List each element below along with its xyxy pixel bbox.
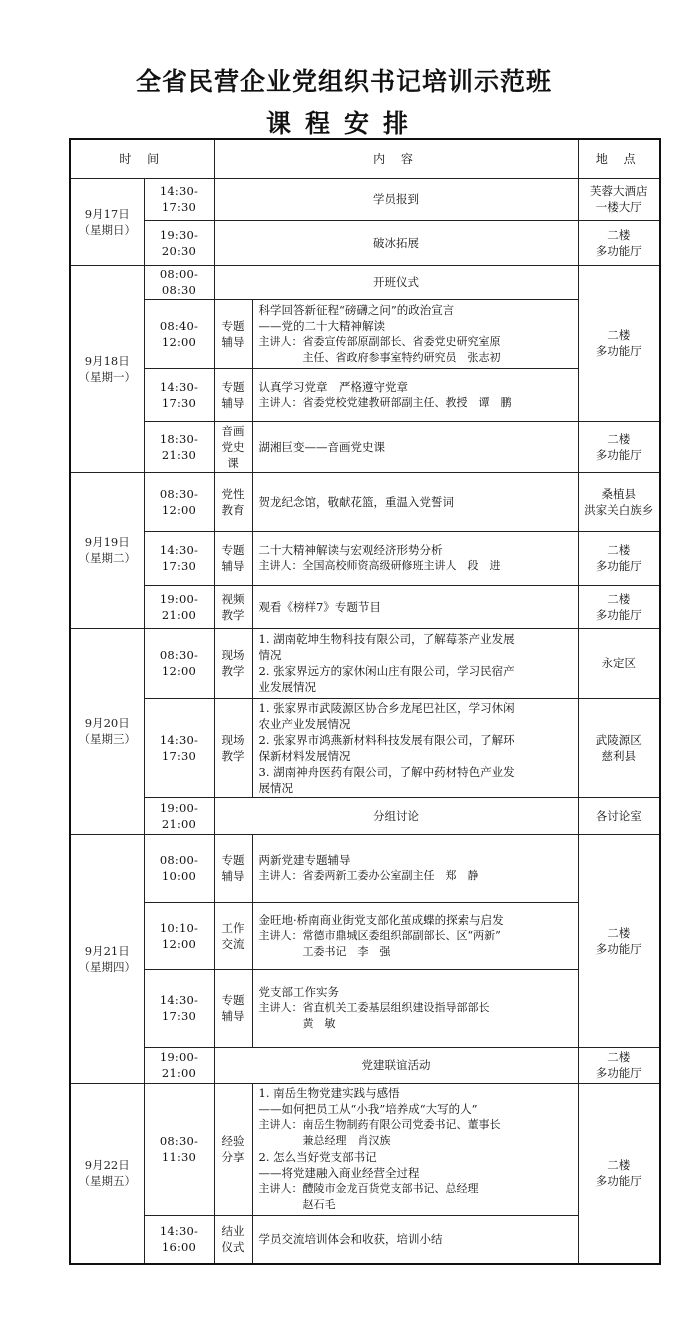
category-line: 仪式	[221, 1240, 245, 1255]
category-cell	[214, 969, 252, 1047]
category-cell	[214, 1083, 252, 1215]
time-cell: 08:00-08:30	[144, 265, 214, 299]
time-cell: 08:30-11:30	[144, 1083, 214, 1215]
category-line: 音画	[221, 423, 245, 438]
location-cell	[578, 585, 660, 628]
location-line: 慈利县	[601, 748, 637, 763]
content-cell: 观看《榜样7》专题节目	[252, 585, 578, 628]
content-cell	[252, 902, 578, 969]
location-line: 多功能厅	[595, 1066, 642, 1080]
content-cell	[252, 299, 578, 368]
content-cell: 党建联谊活动	[214, 1047, 578, 1083]
content-cell	[252, 698, 578, 797]
category-line: 经验	[221, 1134, 245, 1148]
location-line: 多功能厅	[595, 941, 642, 956]
weekday: （星期二）	[78, 551, 136, 565]
location-line: 桑植县	[601, 486, 637, 501]
table-row	[70, 531, 660, 585]
content-line: ——如何把员工从“小我”培养成“大写的人”	[258, 1102, 478, 1116]
location-line: 多功能厅	[595, 344, 642, 358]
header-content: 内 容	[214, 139, 578, 178]
speaker-line: 主讲人：省委党校党建教研部副主任、教授 谭 鹏	[258, 395, 512, 409]
speaker-line: 主讲人：省委两新工委办公室副主任 郑 静	[258, 869, 479, 882]
weekday: （星期四）	[78, 959, 136, 974]
content-cell: 破冰拓展	[214, 220, 578, 265]
category-cell	[214, 1215, 252, 1264]
category-cell	[214, 902, 252, 969]
category-cell	[214, 531, 252, 585]
content-line: 3. 湖南神舟医药有限公司，了解中药材特色产业发	[258, 764, 515, 779]
location-cell	[578, 265, 660, 421]
category-line: 教学	[221, 664, 245, 678]
speaker-line: 工委书记 李 强	[258, 944, 391, 958]
content-line: 展情况	[258, 780, 294, 795]
table-row	[70, 698, 660, 797]
category-line: 视频	[221, 591, 245, 606]
category-line: 分享	[221, 1150, 245, 1164]
weekday: （星期日）	[78, 222, 136, 237]
header-location: 地 点	[578, 139, 660, 178]
category-line: 专题	[221, 318, 245, 333]
category-cell	[214, 368, 252, 421]
category-line: 党史	[221, 439, 245, 454]
category-line: 课	[227, 455, 239, 470]
time-cell: 19:00-21:00	[144, 797, 214, 834]
category-line: 辅导	[221, 334, 245, 349]
time-cell: 08:30-12:00	[144, 472, 214, 531]
time-cell: 14:30-17:30	[144, 969, 214, 1047]
location-line: 二楼	[607, 227, 631, 242]
content-line: 两新党建专题辅导	[258, 853, 351, 867]
time-cell: 10:10-12:00	[144, 902, 214, 969]
category-line: 辅导	[221, 395, 245, 410]
category-line: 现场	[221, 648, 245, 662]
content-cell	[252, 969, 578, 1047]
page-subtitle: 课程安排	[265, 109, 422, 138]
category-line: 工作	[221, 920, 245, 935]
category-cell	[214, 628, 252, 698]
category-line: 教学	[221, 607, 245, 622]
location-line: 洪家关白族乡	[584, 502, 654, 517]
date: 9月17日	[84, 206, 130, 221]
content-line: 业发展情况	[258, 680, 317, 694]
content-line: 2. 张家界市鸿燕新材料科技发展有限公司，了解环	[258, 732, 515, 747]
location-line: 多功能厅	[595, 559, 642, 573]
location-cell	[578, 178, 660, 220]
category-line: 辅导	[221, 869, 245, 883]
category-line: 辅导	[221, 559, 245, 573]
time-cell: 08:30-12:00	[144, 628, 214, 698]
content-line: 金旺地·桥南商业街党支部化茧成蝶的探索与启发	[258, 912, 504, 927]
category-cell	[214, 472, 252, 531]
speaker-line: 主任、省政府参事室特约研究员 张志初	[258, 350, 501, 364]
category-line: 现场	[221, 732, 245, 747]
speaker-line: 赵石毛	[258, 1198, 336, 1211]
date: 9月19日	[84, 535, 130, 549]
category-line: 专题	[221, 543, 245, 557]
category-line: 党性	[221, 486, 245, 501]
content-line: 党支部工作实务	[258, 985, 340, 999]
table-row	[70, 265, 660, 299]
table-row	[70, 368, 660, 421]
time-cell: 08:40-12:00	[144, 299, 214, 368]
location-line: 多功能厅	[595, 447, 642, 462]
date-cell	[70, 178, 144, 265]
date-cell	[70, 1083, 144, 1264]
location-cell	[578, 1047, 660, 1083]
category-cell	[214, 834, 252, 902]
location-line: 多功能厅	[595, 1174, 642, 1189]
content-cell: 贺龙纪念馆，敬献花篮，重温入党誓词	[252, 472, 578, 531]
content-cell: 湖湘巨变——音画党史课	[252, 421, 578, 472]
table-row	[70, 902, 660, 969]
category-line: 交流	[221, 936, 245, 951]
content-cell	[252, 628, 578, 698]
location-line: 二楼	[607, 543, 631, 557]
category-line: 教育	[221, 502, 245, 517]
speaker-line: 主讲人：省委宣传部原副部长、省委党史研究室原	[258, 334, 501, 348]
category-line: 辅导	[221, 1009, 245, 1023]
content-cell	[252, 531, 578, 585]
table-row	[70, 585, 660, 628]
content-cell: 学员交流培训体会和收获，培训小结	[252, 1215, 578, 1264]
time-cell: 14:30-17:30	[144, 178, 214, 220]
time-cell: 08:00-10:00	[144, 834, 214, 902]
table-row	[70, 220, 660, 265]
location-cell	[578, 531, 660, 585]
time-cell: 19:00-21:00	[144, 585, 214, 628]
location-line: 二楼	[607, 591, 631, 606]
weekday: （星期一）	[78, 369, 136, 384]
location-cell: 永定区	[578, 628, 660, 698]
speaker-line: 主讲人：省直机关工委基层组织建设指导部部长	[258, 1001, 490, 1014]
location-cell	[578, 834, 660, 1047]
header-time: 时 间	[70, 139, 214, 178]
category-line: 教学	[221, 748, 245, 763]
content-cell	[252, 1083, 578, 1215]
content-cell	[252, 368, 578, 421]
location-line: 二楼	[607, 925, 631, 940]
category-line: 专题	[221, 853, 245, 867]
table-row	[70, 1083, 660, 1215]
time-cell: 14:30-17:30	[144, 368, 214, 421]
table-header-row	[70, 139, 660, 178]
page-title: 全省民营企业党组织书记培训示范班	[135, 67, 552, 96]
weekday: （星期三）	[78, 732, 136, 746]
schedule-table	[69, 138, 661, 1265]
table-row	[70, 1047, 660, 1083]
table-row	[70, 628, 660, 698]
location-line: 多功能厅	[595, 243, 642, 258]
date-cell	[70, 265, 144, 472]
content-line: 保新材料发展情况	[258, 748, 351, 763]
location-line: 多功能厅	[595, 607, 642, 622]
content-line: 1. 湖南乾坤生物科技有限公司，了解莓茶产业发展	[258, 632, 515, 646]
date-cell	[70, 472, 144, 628]
category-cell	[214, 299, 252, 368]
date-cell	[70, 834, 144, 1083]
time-cell: 18:30-21:30	[144, 421, 214, 472]
location-cell	[578, 220, 660, 265]
content-line: 农业产业发展情况	[258, 716, 351, 731]
category-cell	[214, 585, 252, 628]
time-cell: 14:30-16:00	[144, 1215, 214, 1264]
location-line: 二楼	[607, 1158, 631, 1173]
location-line: 芙蓉大酒店	[590, 184, 648, 198]
date: 9月18日	[84, 353, 130, 368]
content-cell	[252, 834, 578, 902]
date: 9月21日	[84, 943, 130, 958]
category-cell	[214, 421, 252, 472]
location-cell	[578, 698, 660, 797]
date: 9月22日	[84, 1158, 130, 1173]
content-line: 1. 南岳生物党建实践与感悟	[258, 1086, 400, 1100]
table-row	[70, 472, 660, 531]
location-cell	[578, 472, 660, 531]
speaker-line: 主讲人：醴陵市金龙百货党支部书记、总经理	[258, 1182, 479, 1195]
category-line: 专题	[221, 993, 245, 1007]
table-row	[70, 1215, 660, 1264]
location-line: 武陵源区	[595, 732, 642, 747]
time-cell: 19:00-21:00	[144, 1047, 214, 1083]
speaker-line: 主讲人：常德市鼎城区委组织部副部长、区“两新”	[258, 928, 501, 942]
content-line: 情况	[258, 648, 282, 662]
category-line: 结业	[221, 1224, 245, 1239]
date-cell	[70, 628, 144, 834]
time-cell: 14:30-17:30	[144, 531, 214, 585]
table-row	[70, 299, 660, 368]
speaker-line: 主讲人：南岳生物制药有限公司党委书记、董事长	[258, 1118, 501, 1131]
location-line: 二楼	[607, 1050, 631, 1064]
table-row	[70, 421, 660, 472]
location-line: 二楼	[607, 328, 631, 342]
speaker-line: 兼总经理 肖汉族	[258, 1134, 391, 1147]
location-cell: 各讨论室	[578, 797, 660, 834]
content-cell: 开班仪式	[214, 265, 578, 299]
content-cell: 分组讨论	[214, 797, 578, 834]
time-cell: 14:30-17:30	[144, 698, 214, 797]
content-line: 2. 怎么当好党支部书记	[258, 1150, 377, 1164]
table-row	[70, 178, 660, 220]
location-cell	[578, 421, 660, 472]
time-cell: 19:30-20:30	[144, 220, 214, 265]
table-row	[70, 797, 660, 834]
speaker-line: 黄 敏	[258, 1017, 336, 1030]
category-line: 专题	[221, 379, 245, 394]
content-line: 1. 张家界市武陵源区协合乡龙尾巴社区，学习休闲	[258, 700, 515, 715]
content-line: 2. 张家界远方的家休闲山庄有限公司，学习民宿产	[258, 664, 515, 678]
speaker-line: 主讲人：全国高校师资高级研修班主讲人 段 进	[258, 559, 501, 572]
weekday: （星期五）	[78, 1174, 136, 1189]
category-cell	[214, 698, 252, 797]
content-line: 科学回答新征程“磅礴之问”的政治宣言	[258, 302, 455, 317]
location-cell	[578, 1083, 660, 1264]
content-line: ——将党建融入商业经营全过程	[258, 1166, 420, 1180]
content-line: 认真学习党章 严格遵守党章	[258, 379, 409, 394]
content-cell: 学员报到	[214, 178, 578, 220]
location-line: 一楼大厅	[595, 200, 642, 214]
date: 9月20日	[84, 716, 130, 730]
table-row	[70, 969, 660, 1047]
content-line: ——党的二十大精神解读	[258, 318, 386, 333]
table-row	[70, 834, 660, 902]
location-line: 二楼	[607, 431, 631, 446]
content-line: 二十大精神解读与宏观经济形势分析	[258, 543, 443, 557]
